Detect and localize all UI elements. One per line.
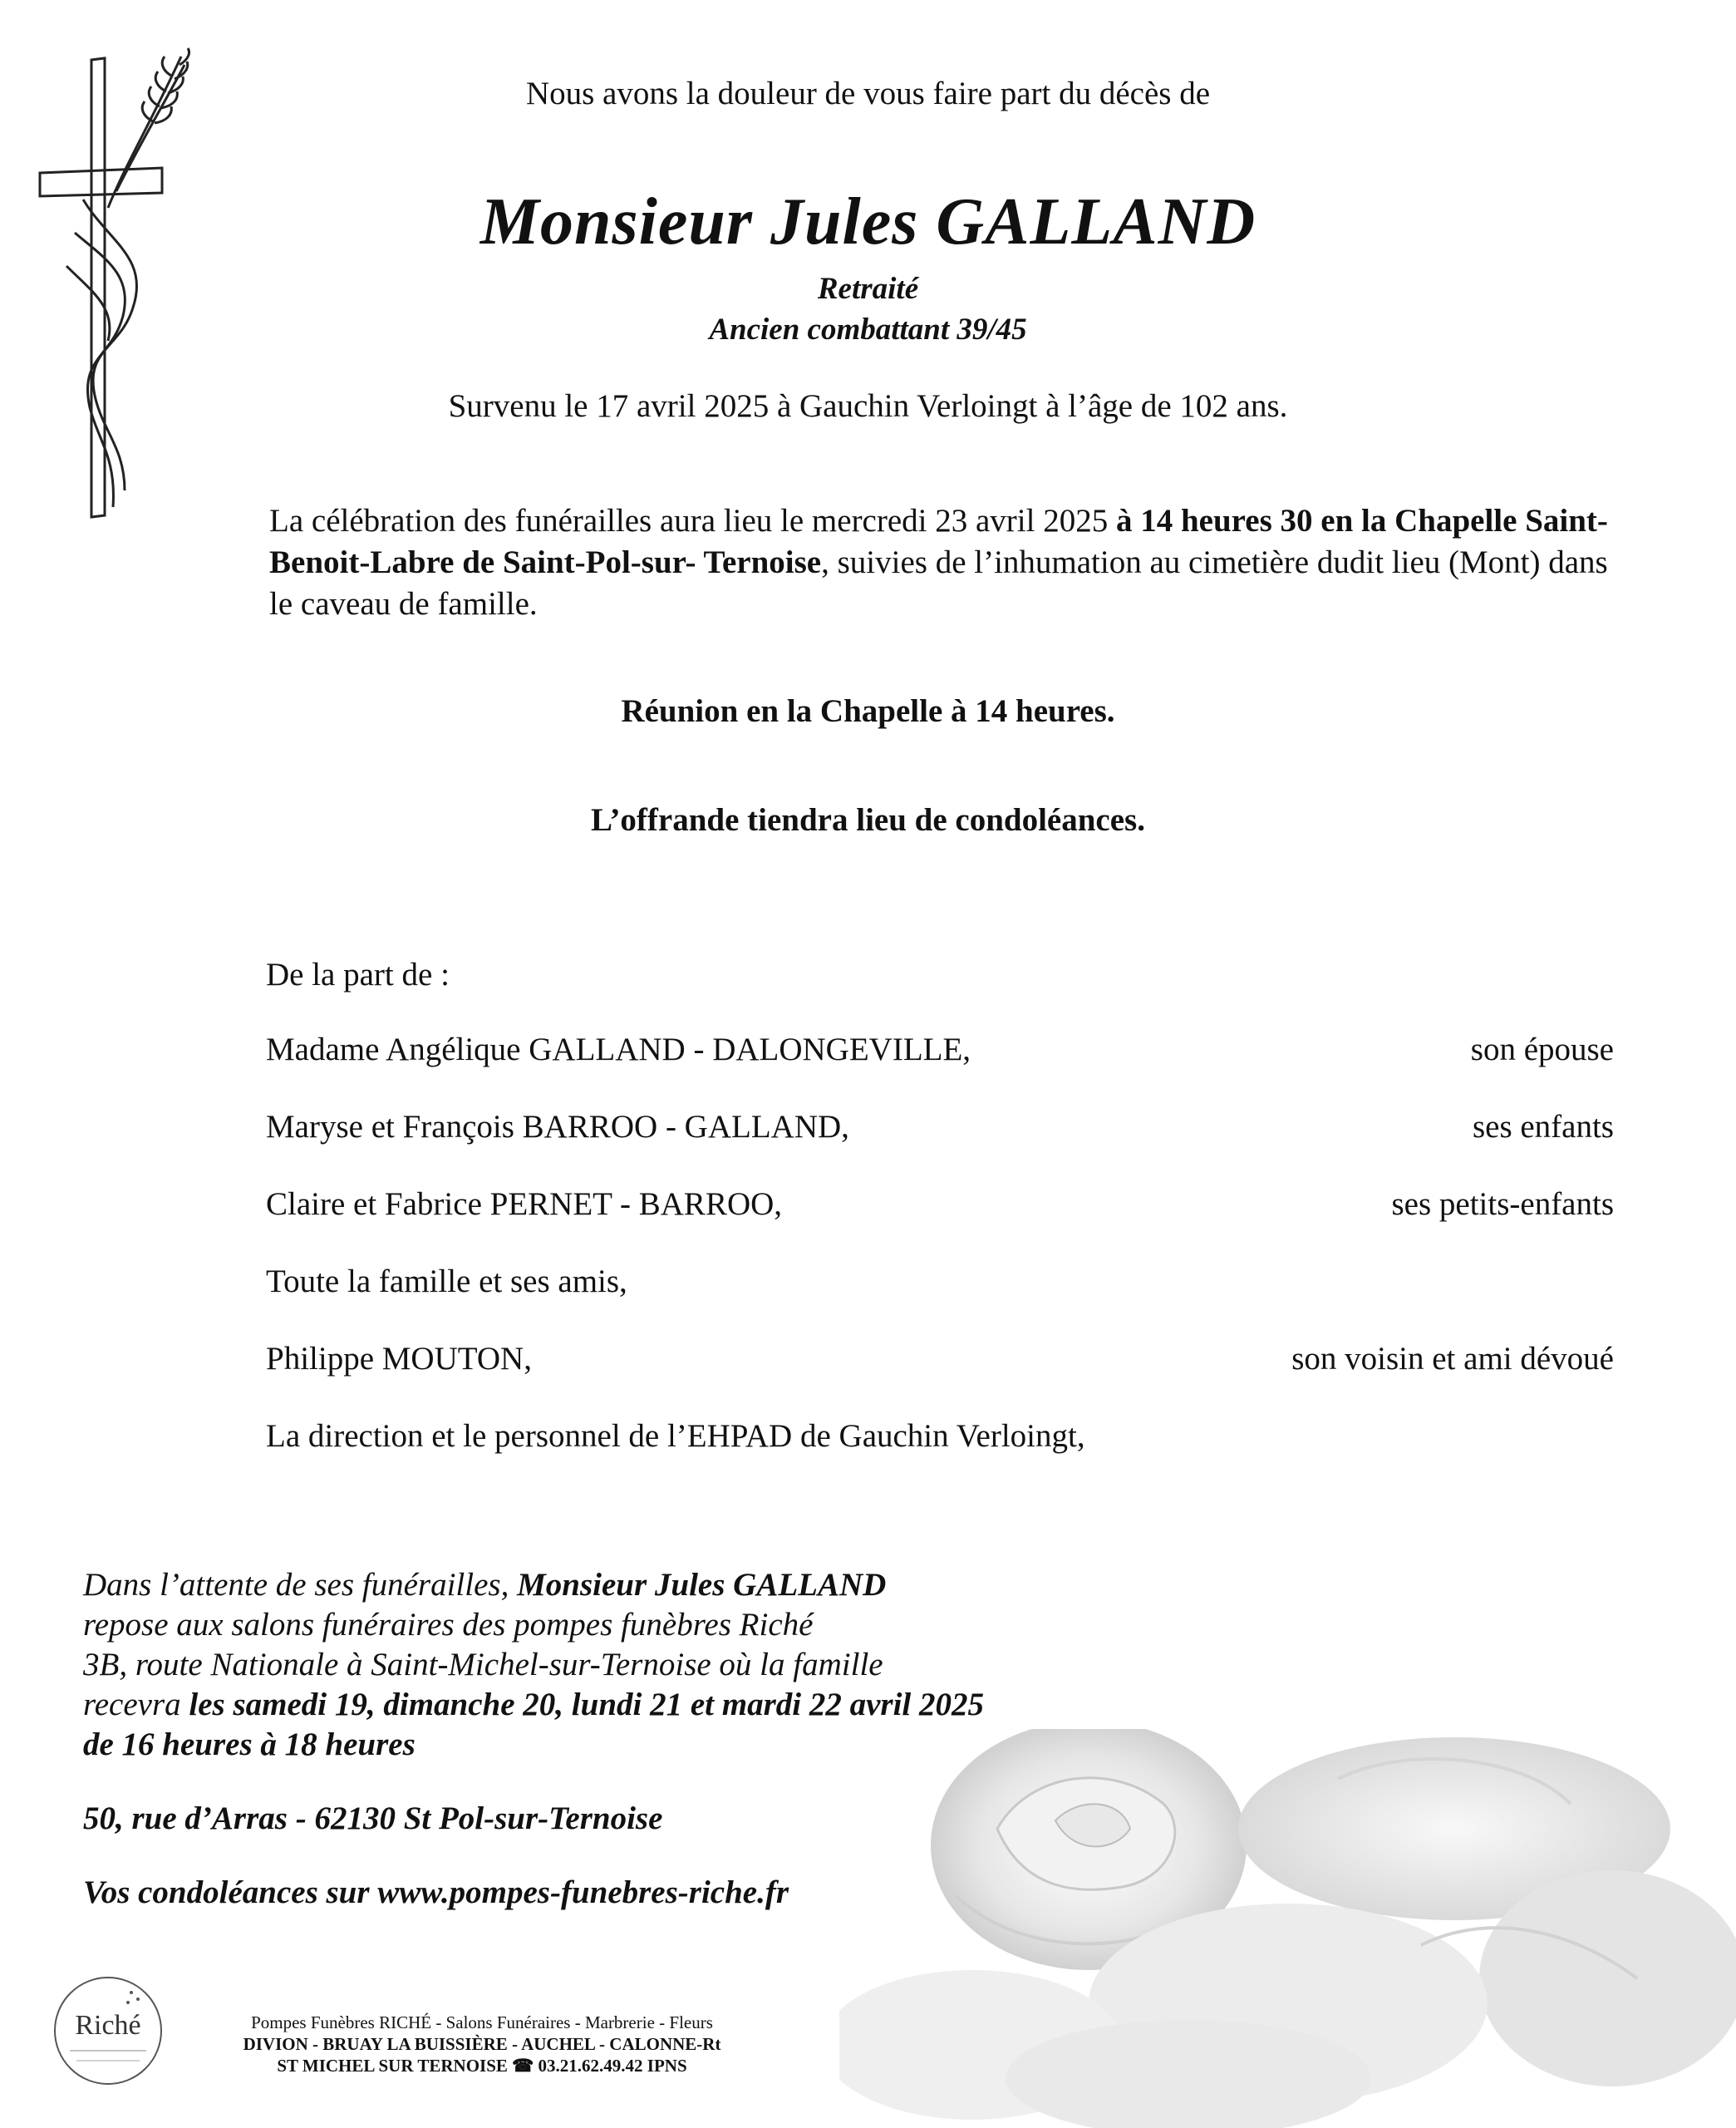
family-member — [266, 1417, 1614, 1455]
member-relation: son voisin et ami dévoué — [1291, 1341, 1614, 1377]
visitation-line-4: recevra les samedi 19, dimanche 20, lundi 21 et mardi 22 avril 2025 — [83, 1687, 985, 1722]
family-member — [266, 1031, 1614, 1068]
visitation-line-1: Dans l’attente de ses funérailles, Monsieur Jules GALLAND — [83, 1567, 887, 1603]
family-member — [266, 1108, 1614, 1145]
member-name: Maryse et François BARROO - GALLAND, — [266, 1109, 849, 1145]
visitation-line-3: 3B, route Nationale à Saint-Michel-sur-Ternoise où la famille — [83, 1647, 883, 1682]
member-name: Madame Angélique GALLAND - DALONGEVILLE, — [266, 1032, 971, 1067]
logo-text: Riché — [75, 2010, 141, 2041]
offering-notice: L’offrande tiendra lieu de condoléances. — [591, 802, 1145, 838]
member-name: Philippe MOUTON, — [266, 1341, 532, 1377]
member-name: Toute la famille et ses amis, — [266, 1264, 627, 1299]
footer-line-3: ST MICHEL SUR TERNOISE ☎ 03.21.62.49.42 IPNS — [277, 2056, 687, 2076]
family-intro: De la part de : — [266, 957, 450, 993]
visitation-block — [83, 1565, 984, 1765]
deceased-name: Monsieur Jules GALLAND — [479, 185, 1257, 259]
visitation-line-2: repose aux salons funéraires des pompes funèbres Riché — [83, 1607, 814, 1643]
death-notice: Survenu le 17 avril 2025 à Gauchin Verloingt à l’âge de 102 ans. — [448, 388, 1288, 424]
family-member — [266, 1185, 1614, 1223]
footer-line-1: Pompes Funèbres RICHÉ - Salons Funéraires - Marbrerie - Fleurs — [251, 2012, 713, 2032]
member-relation: ses petits-enfants — [1391, 1186, 1614, 1222]
member-relation: son épouse — [1470, 1032, 1614, 1067]
footer — [191, 2012, 773, 2076]
intro-text: Nous avons la douleur de vous faire part du décès de — [525, 76, 1211, 111]
occupation: Retraité — [817, 272, 919, 306]
visitation-line-5: de 16 heures à 18 heures — [83, 1727, 416, 1762]
member-name: Claire et Fabrice PERNET - BARROO, — [266, 1186, 783, 1222]
meeting-notice: Réunion en la Chapelle à 14 heures. — [621, 693, 1115, 729]
ceremony-paragraph — [269, 500, 1632, 625]
footer-line-2: DIVION - BRUAY LA BUISSIÈRE - AUCHEL - CALONNE-Rt — [243, 2034, 721, 2054]
family-member — [266, 1340, 1614, 1377]
website-line: Vos condoléances sur www.pompes-funebres-riche.fr — [83, 1874, 789, 1910]
ceremony-text-end: , suivies de l’inhumation au cimetière dudit lieu (Mont) dans le caveau de famille. — [269, 544, 1608, 622]
address: 50, rue d’Arras - 62130 St Pol-sur-Ternoise — [83, 1800, 663, 1836]
member-relation: ses enfants — [1472, 1109, 1614, 1145]
ceremony-text-start: La célébration des funérailles aura lieu le mercredi 23 avril 2025 — [269, 503, 1116, 539]
veteran-status: Ancien combattant 39/45 — [709, 313, 1027, 347]
rose-image — [839, 1729, 1736, 2128]
ceremony-time-place: à 14 heures 30 en la Chapelle Saint-Benoit-Labre de Saint-Pol-sur- Ternoise — [269, 503, 1608, 580]
family-member — [266, 1263, 1614, 1300]
member-name: La direction et le personnel de l’EHPAD de Gauchin Verloingt, — [266, 1418, 1085, 1454]
